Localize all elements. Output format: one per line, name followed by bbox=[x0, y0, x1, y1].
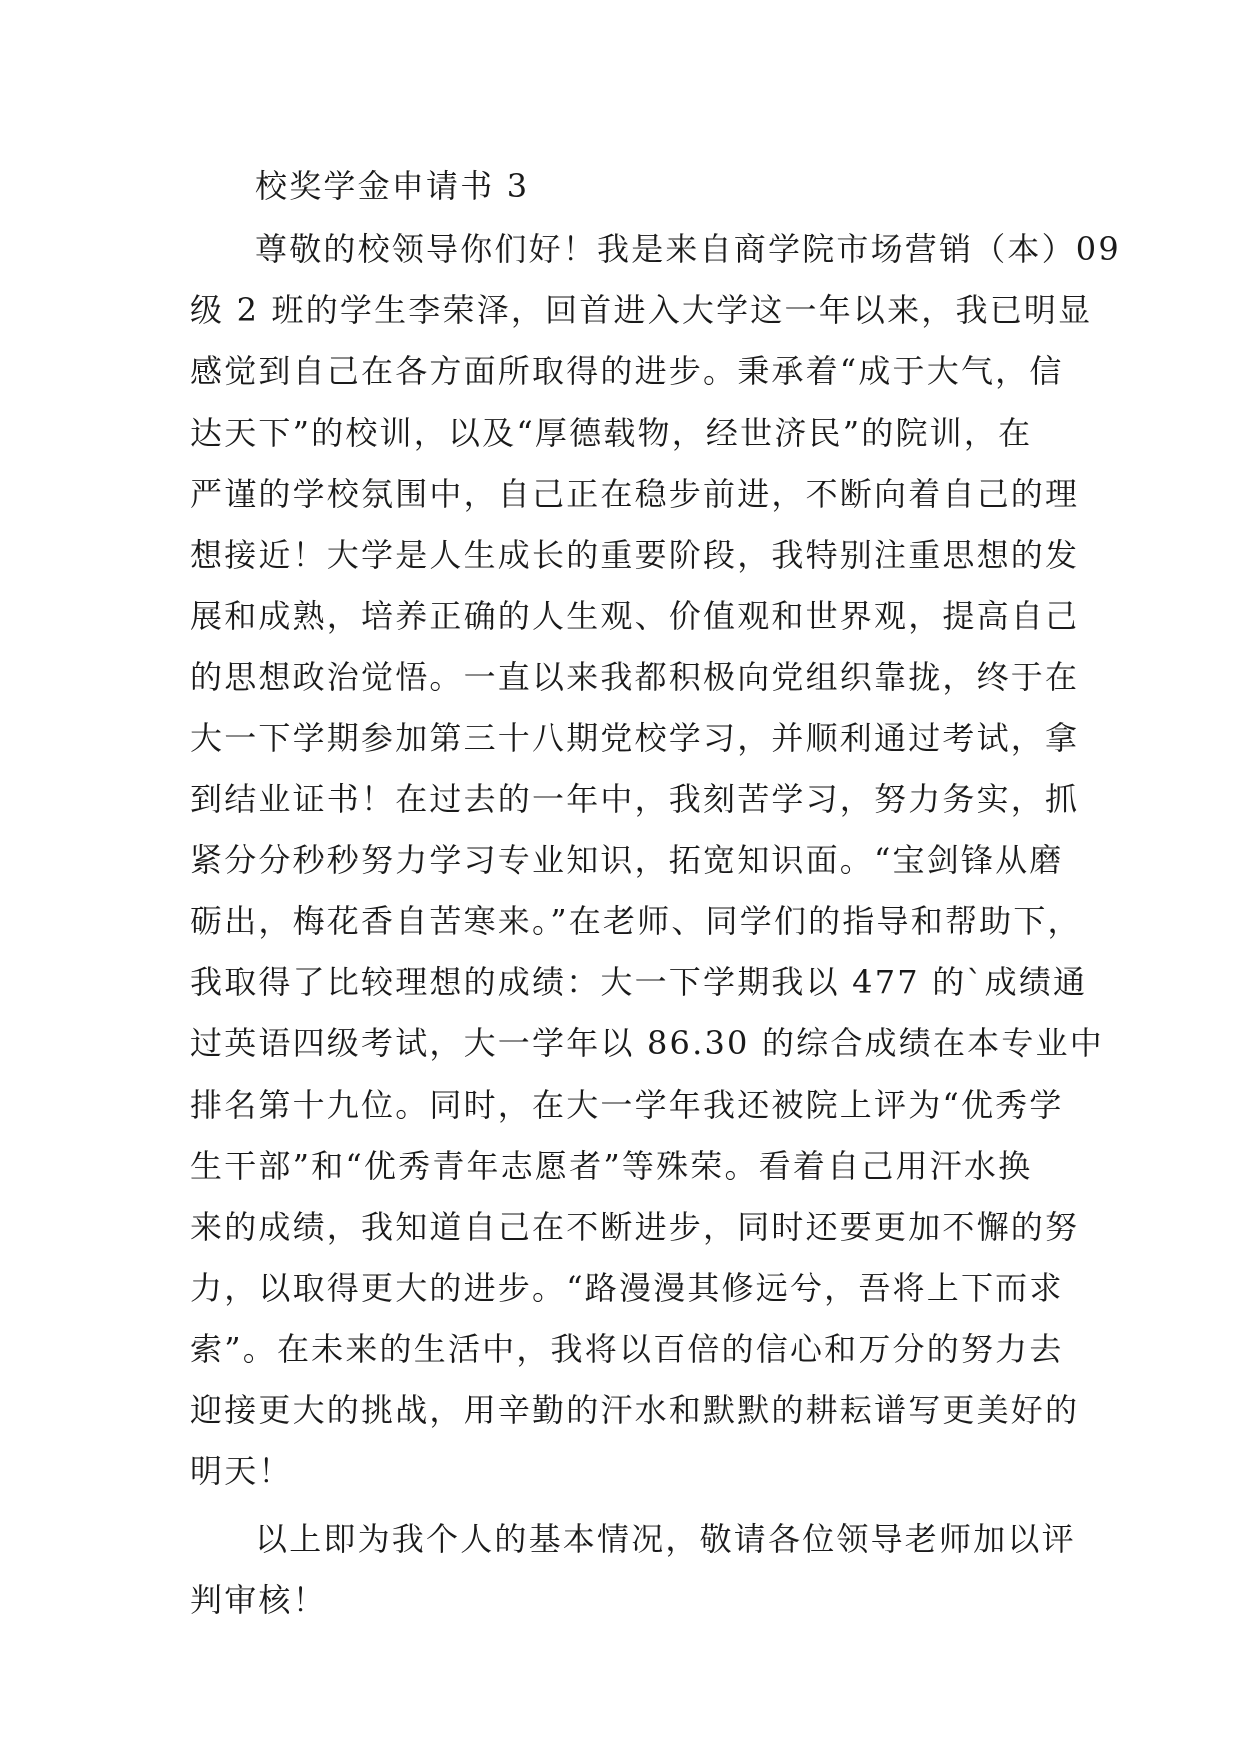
paragraph-line: 级 2 班的学生李荣泽，回首进入大学这一年以来，我已明显 bbox=[190, 291, 1093, 329]
paragraph-line: 明天！ bbox=[190, 1452, 293, 1490]
closing-line: 判审核！ bbox=[190, 1581, 327, 1619]
paragraph-line: 迎接更大的挑战，用辛勤的汗水和默默的耕耘谱写更美好的 bbox=[190, 1391, 1080, 1429]
paragraph-line: 大一下学期参加第三十八期党校学习，并顺利通过考试，拿 bbox=[190, 719, 1080, 757]
paragraph-line: 排名第十九位。同时，在大一学年我还被院上评为“优秀学 bbox=[190, 1086, 1064, 1124]
paragraph-line: 紧分分秒秒努力学习专业知识，拓宽知识面。“宝剑锋从磨 bbox=[190, 841, 1064, 879]
paragraph-line: 力，以取得更大的进步。“路漫漫其修远兮，吾将上下而求 bbox=[190, 1269, 1064, 1307]
paragraph-line: 砺出，梅花香自苦寒来。”在老师、同学们的指导和帮助下， bbox=[190, 902, 1082, 940]
paragraph-line: 感觉到自己在各方面所取得的进步。秉承着“成于大气，信 bbox=[190, 352, 1064, 390]
paragraph-line: 到结业证书！在过去的一年中，我刻苦学习，努力务实，抓 bbox=[190, 780, 1080, 818]
paragraph-line: 想接近！大学是人生成长的重要阶段，我特别注重思想的发 bbox=[190, 536, 1080, 574]
paragraph-line: 严谨的学校氛围中，自己正在稳步前进，不断向着自己的理 bbox=[190, 475, 1080, 513]
paragraph-line: 我取得了比较理想的成绩：大一下学期我以 477 的`成绩通 bbox=[190, 963, 1088, 1001]
paragraph-line: 展和成熟，培养正确的人生观、价值观和世界观，提高自己 bbox=[190, 597, 1080, 635]
paragraph-line: 生干部”和“优秀青年志愿者”等殊荣。看着自己用汗水换 bbox=[190, 1147, 1033, 1185]
paragraph-line: 索”。在未来的生活中，我将以百倍的信心和万分的努力去 bbox=[190, 1330, 1064, 1368]
paragraph-line: 尊敬的校领导你们好！我是来自商学院市场营销（本）09 bbox=[255, 230, 1121, 268]
paragraph-line: 过英语四级考试，大一学年以 86.30 的综合成绩在本专业中 bbox=[190, 1024, 1104, 1062]
paragraph-line: 达天下”的校训，以及“厚德载物，经世济民”的院训，在 bbox=[190, 414, 1033, 452]
document-title: 校奖学金申请书 3 bbox=[255, 167, 530, 205]
paragraph-line: 来的成绩，我知道自己在不断进步，同时还要更加不懈的努 bbox=[190, 1208, 1080, 1246]
closing-line: 以上即为我个人的基本情况，敬请各位领导老师加以评 bbox=[255, 1520, 1076, 1558]
paragraph-line: 的思想政治觉悟。一直以来我都积极向党组织靠拢，终于在 bbox=[190, 658, 1080, 696]
